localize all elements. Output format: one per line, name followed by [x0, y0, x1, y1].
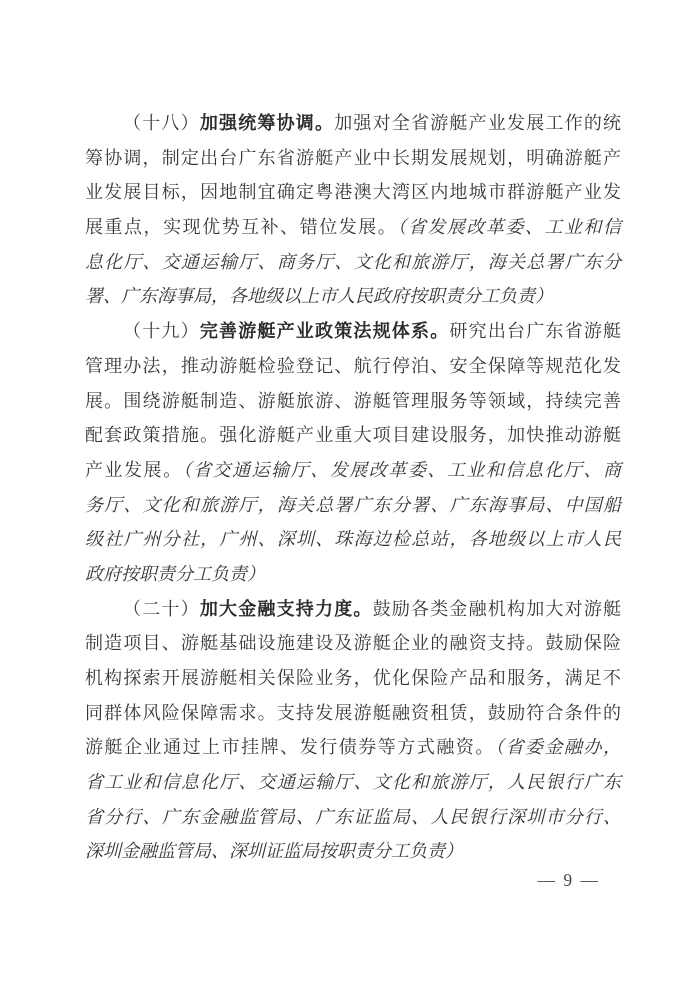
- text-line: [85, 661, 621, 696]
- paragraph-section-19: [85, 314, 621, 592]
- text-line: [85, 592, 621, 627]
- text-line: [85, 175, 621, 210]
- responsible-orgs-text: 署、广东海事局，各地级以上市人民政府按职责分工负责）: [85, 286, 553, 307]
- responsible-orgs-text: 息化厅、交通运输厅、商务厅、文化和旅游厅，海关总署广东分: [85, 251, 621, 272]
- text-line: [85, 834, 621, 869]
- text-line: [85, 626, 621, 661]
- section-title: 完善游艇产业政策法规体系。: [199, 321, 450, 342]
- text-line: [85, 279, 621, 314]
- text-line: [85, 210, 621, 245]
- text-line: [85, 696, 621, 731]
- section-number: （十九）: [123, 321, 200, 342]
- section-title: 加大金融支持力度。: [199, 598, 373, 619]
- responsible-orgs-text: （省发展改革委、工业和信: [397, 217, 621, 238]
- text-line: [85, 141, 621, 176]
- section-title: 加强统筹协调。: [199, 113, 335, 133]
- body-text: 制造项目、游艇基础设施建设及游艇企业的融资支持。鼓励保险: [85, 633, 621, 654]
- text-line: [85, 314, 621, 349]
- responsible-orgs-text: 省分行、广东金融监管局、广东证监局、人民银行深圳市分行、: [85, 806, 621, 827]
- body-text: 游艇企业通过上市挂牌、发行债券等方式融资。: [85, 737, 495, 758]
- responsible-orgs-text: （省交通运输厅、发展改革委、工业和信息化厅、商: [182, 459, 621, 480]
- responsible-orgs-text: 政府按职责分工负责）: [85, 563, 265, 584]
- paragraph-section-18: [85, 106, 621, 314]
- page-number: — 9 —: [537, 870, 600, 890]
- text-line: [85, 557, 621, 592]
- responsible-orgs-text: 深圳金融监管局、深圳证监局按职责分工负责）: [85, 841, 463, 862]
- paragraph-section-20: [85, 592, 621, 870]
- text-line: [85, 418, 621, 453]
- body-text: 展。围绕游艇制造、游艇旅游、游艇管理服务等领域，持续完善: [85, 390, 621, 411]
- body-text: 配套政策措施。强化游艇产业重大项目建设服务，加快推动游艇: [85, 425, 621, 446]
- section-number: （十八）: [123, 113, 200, 133]
- responsible-orgs-text: 务厅、文化和旅游厅，海关总署广东分署、广东海事局、中国船: [85, 494, 621, 515]
- text-line: [85, 384, 621, 419]
- responsible-orgs-text: 省工业和信息化厅、交通运输厅、文化和旅游厅，人民银行广东: [85, 772, 621, 793]
- body-text: 管理办法，推动游艇检验登记、航行停泊、安全保障等规范化发: [85, 355, 621, 376]
- text-line: [85, 488, 621, 523]
- body-text: 展重点，实现优势互补、错位发展。: [85, 217, 398, 238]
- text-line: [85, 349, 621, 384]
- text-line: [85, 522, 621, 557]
- responsible-orgs-text: （省委金融办，: [494, 737, 622, 758]
- body-text: 鼓励各类金融机构加大对游艇: [372, 598, 622, 619]
- text-line: [85, 800, 621, 835]
- body-text: 机构探索开展游艇相关保险业务，优化保险产品和服务，满足不: [85, 668, 621, 688]
- document-body: [85, 106, 621, 869]
- text-line: [85, 245, 621, 280]
- body-text: 筹协调，制定出台广东省游艇产业中长期发展规划，明确游艇产: [85, 147, 621, 168]
- body-text: 业发展目标，因地制宜确定粤港澳大湾区内地城市群游艇产业发: [85, 182, 621, 203]
- body-text: 研究出台广东省游艇: [449, 321, 622, 342]
- body-text: 产业发展。: [85, 459, 183, 480]
- body-text: 加强对全省游艇产业发展工作的统: [334, 113, 622, 133]
- text-line: [85, 453, 621, 488]
- responsible-orgs-text: 级社广州分社，广州、深圳、珠海边检总站，各地级以上市人民: [85, 529, 621, 550]
- text-line: [85, 765, 621, 800]
- body-text: 同群体风险保障需求。支持发展游艇融资租赁，鼓励符合条件的: [85, 702, 621, 723]
- text-line: [85, 106, 621, 141]
- section-number: （二十）: [123, 598, 200, 619]
- text-line: [85, 730, 621, 765]
